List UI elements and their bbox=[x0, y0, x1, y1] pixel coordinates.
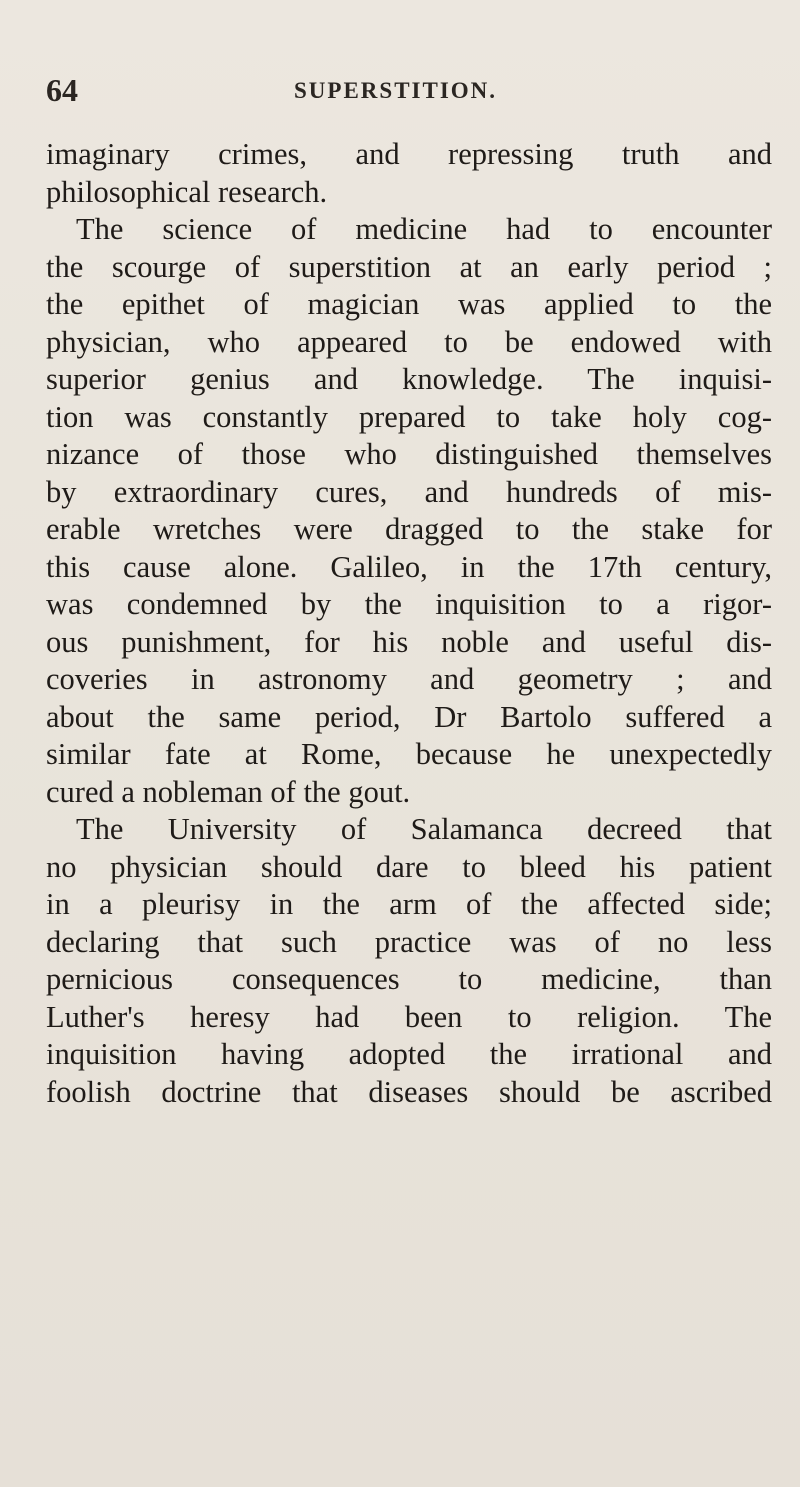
text-line: tion was constantly prepared to take holy cog- bbox=[46, 399, 772, 434]
page-number: 64 bbox=[46, 72, 78, 108]
text-line: was condemned by the inquisition to a rigor- bbox=[46, 587, 772, 621]
text-line: this cause alone. Galileo, in the 17th century, bbox=[46, 549, 772, 584]
text-line: inquisition having adopted the irrational and bbox=[46, 1037, 772, 1071]
text-line: declaring that such practice was of no less bbox=[46, 924, 772, 959]
text-line: about the same period, Dr Bartolo suffered a bbox=[46, 699, 772, 734]
text-line: ous punishment, for his noble and useful dis- bbox=[46, 624, 772, 659]
paragraph-start-line: The science of medicine had to encounter bbox=[76, 212, 772, 246]
text-line: erable wretches were dragged to the stake for bbox=[46, 512, 772, 546]
text-line: the scourge of superstition at an early period ; bbox=[46, 249, 772, 284]
paragraph-start-line: The University of Salamanca decreed that bbox=[76, 812, 772, 846]
text-line: the epithet of magician was applied to the bbox=[46, 287, 772, 321]
text-line: in a pleurisy in the arm of the affected side; bbox=[46, 887, 772, 921]
text-line: by extraordinary cures, and hundreds of mis- bbox=[46, 474, 772, 509]
text-line: foolish doctrine that diseases should be ascribed bbox=[46, 1074, 772, 1109]
text-line: similar fate at Rome, because he unexpectedly bbox=[46, 737, 772, 771]
text-line: imaginary crimes, and repressing truth and bbox=[46, 137, 772, 171]
text-line: Luther's heresy had been to religion. The bbox=[46, 999, 772, 1034]
body-text bbox=[46, 136, 772, 1111]
text-line: physician, who appeared to be endowed with bbox=[46, 324, 772, 359]
text-line: coveries in astronomy and geometry ; and bbox=[46, 662, 772, 696]
page-header bbox=[46, 72, 776, 112]
running-head: SUPERSTITION. bbox=[294, 78, 498, 103]
text-line: cured a nobleman of the gout. bbox=[46, 774, 411, 809]
text-line: pernicious consequences to medicine, than bbox=[46, 962, 772, 996]
text-line: superior genius and knowledge. The inquisi- bbox=[46, 362, 772, 396]
text-line: philosophical research. bbox=[46, 174, 328, 209]
text-line: no physician should dare to bleed his patient bbox=[46, 849, 772, 884]
text-line: nizance of those who distinguished themselves bbox=[46, 437, 772, 471]
